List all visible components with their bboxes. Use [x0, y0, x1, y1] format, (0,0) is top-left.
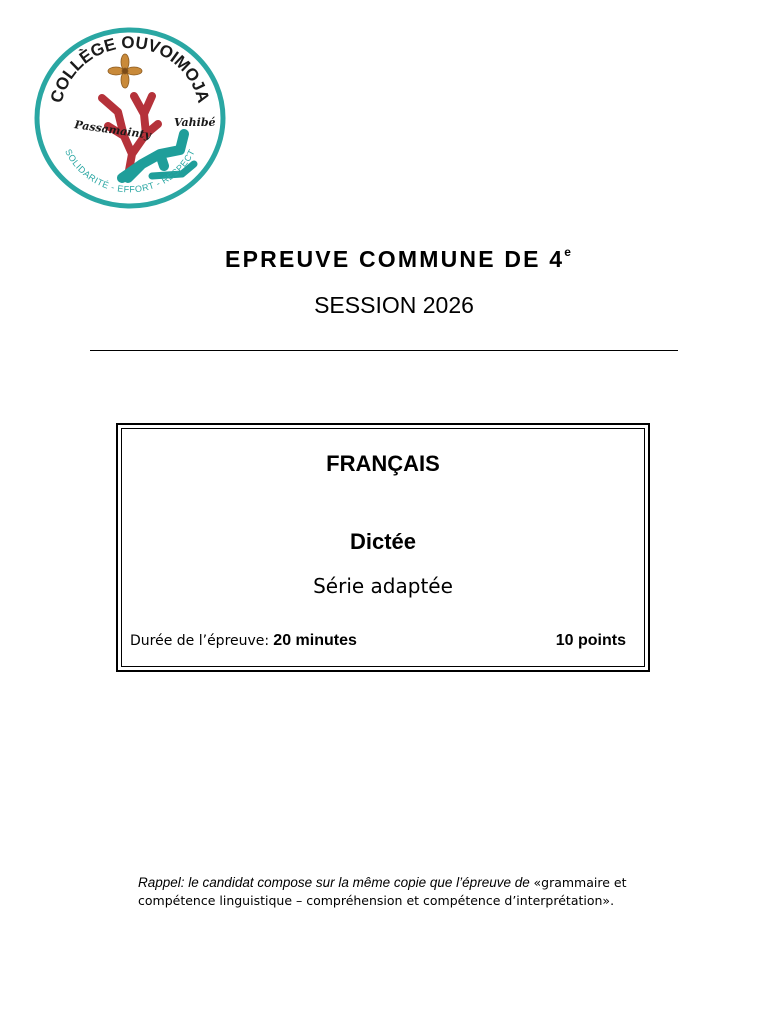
duration-label: Durée de l’épreuve:: [130, 633, 270, 649]
exam-title-main: EPREUVE COMMUNE DE 4: [225, 246, 565, 272]
reminder-note: [138, 874, 698, 910]
logo-school-name: COLLÈGE OUVOIMOJA: [46, 32, 214, 105]
session-label: SESSION 2026: [314, 292, 474, 318]
school-logo: [32, 26, 228, 210]
exam-title-sup: e: [564, 245, 571, 260]
reminder-rest: «grammaire et compétence linguistique – compréhension et compétence d’interprétation».: [138, 875, 627, 908]
test-name: Dictée: [349, 529, 417, 554]
exam-info-box: [116, 423, 650, 672]
duration: [130, 632, 357, 650]
subject-title: FRANÇAIS: [326, 451, 440, 476]
logo-right-word: Vahibé: [174, 116, 216, 129]
duration-value: 20 minutes: [273, 632, 357, 649]
series-label: Série adaptée: [313, 574, 453, 598]
exam-info-inner-frame: [121, 428, 645, 667]
exam-title: [14, 246, 768, 273]
logo-motto: SOLIDARITÉ - EFFORT - RESPECT: [63, 147, 197, 195]
logo-left-word: Passamainty: [73, 118, 152, 142]
horizontal-divider: [90, 350, 678, 351]
points-label: 10 points: [555, 632, 626, 649]
reminder-lead: Rappel: le candidat compose sur la même copie que l’épreuve de: [138, 875, 530, 890]
